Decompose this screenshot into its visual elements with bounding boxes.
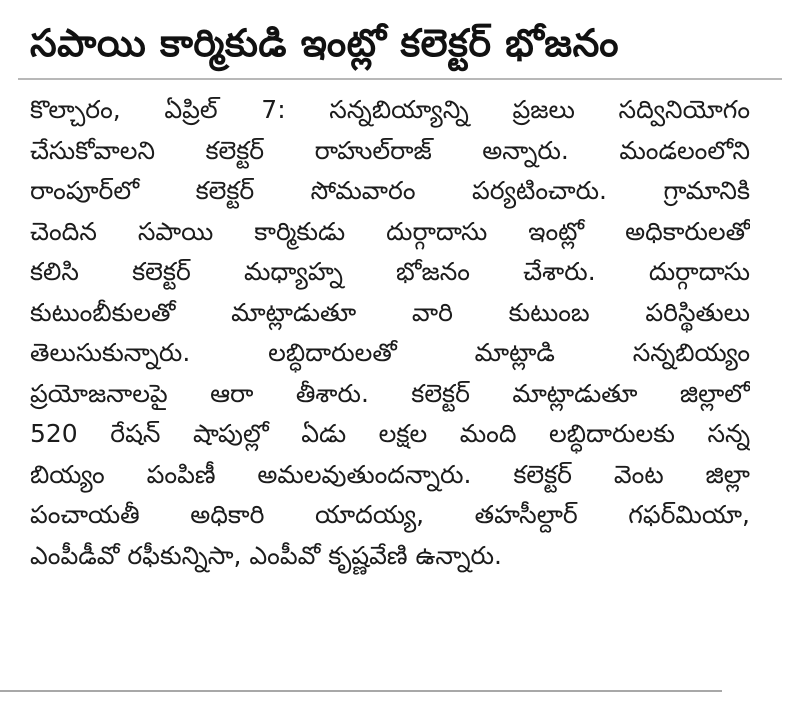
article-line: పంచాయతీ అధికారి యాదయ్య, తహసీల్దార్‌ గఫర్‌మియా, — [30, 500, 750, 529]
article-line: రాంపూర్‌లో కలెక్టర్‌ సోమవారం పర్యటించారు. గ్రామానికి — [30, 176, 750, 205]
article-line: తెలుసుకున్నారు. లబ్ధిదారులతో మాట్లాడి సన్నబియ్యం — [30, 338, 750, 367]
article-line: బియ్యం పంపిణీ అమలవుతుందన్నారు. కలెక్టర్‌ వెంట జిల్లా — [30, 459, 750, 489]
article-line: ప్రయోజనాలపై ఆరా తీశారు. కలెక్టర్‌ మాట్లాడుతూ జిల్లాలో — [30, 378, 750, 408]
article-body — [30, 90, 750, 576]
headline: సపాయి కార్మికుడి ఇంట్లో కలెక్టర్‌ భోజనం — [30, 21, 620, 65]
article-line: కుటుంబీకులతో మాట్లాడుతూ వారి కుటుంబ పరిస్థితులు — [30, 297, 750, 327]
bottom-divider — [0, 690, 722, 692]
article-line: చేసుకోవాలని కలెక్టర్‌ రాహుల్‌రాజ్‌ అన్నారు. మండలంలోని — [30, 135, 750, 165]
article-line: 520 రేషన్‌ షాపుల్లో ఏడు లక్షల మంది లబ్ధిదారులకు సన్న — [30, 419, 750, 448]
article-line: కొల్చారం, ఏప్రిల్‌ 7: సన్నబియ్యాన్ని ప్రజలు సద్వినియోగం — [30, 95, 750, 124]
headline-divider — [18, 78, 782, 80]
article-line: కలిసి కలెక్టర్‌ మధ్యాహ్న భోజనం చేశారు. దుర్గాదాసు — [30, 257, 750, 286]
article-line: ఎంపీడీవో రఫీకున్నిసా, ఎంపీవో కృష్ణవేణి ఉన్నారు. — [30, 540, 502, 570]
article-line: చెందిన సపాయి కార్మికుడు దుర్గాదాసు ఇంట్లో అధికారులతో — [30, 216, 750, 246]
